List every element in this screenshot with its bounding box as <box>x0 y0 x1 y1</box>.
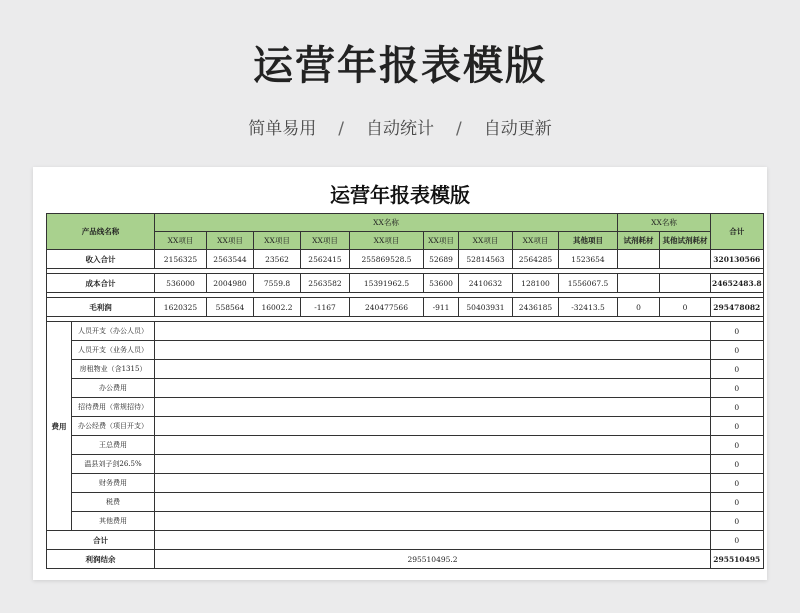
expense-values <box>155 398 711 417</box>
column-header: XX项目 <box>513 232 559 250</box>
profit-total: 295510495 <box>711 550 764 569</box>
cell: 2563544 <box>207 250 254 269</box>
expense-row <box>47 341 764 360</box>
expense-name: 财务费用 <box>72 474 155 493</box>
expense-name: 房租物业（含1315） <box>72 360 155 379</box>
cell: 536000 <box>155 274 207 293</box>
row-label: 成本合计 <box>47 274 155 293</box>
expense-values <box>155 322 711 341</box>
expense-name: 税费 <box>72 493 155 512</box>
cell <box>660 274 711 293</box>
cell: 255869528.5 <box>350 250 424 269</box>
expense-row <box>47 474 764 493</box>
expense-total: 0 <box>711 417 764 436</box>
profit-value: 295510495.2 <box>155 550 711 569</box>
column-header: XX项目 <box>301 232 350 250</box>
cell: 128100 <box>513 274 559 293</box>
cell: 1556067.5 <box>559 274 618 293</box>
banner-title: 运营年报表模版 <box>253 43 547 89</box>
column-header: XX项目 <box>459 232 513 250</box>
cell: 240477566 <box>350 298 424 317</box>
cost-row <box>47 274 764 293</box>
profit-balance-row <box>47 550 764 569</box>
cell: 52814563 <box>459 250 513 269</box>
cell: 2563582 <box>301 274 350 293</box>
tag-easy: 简单易用 <box>248 119 317 139</box>
cell: 16002.2 <box>254 298 301 317</box>
report-table <box>46 213 764 569</box>
expense-row <box>47 398 764 417</box>
expense-values <box>155 512 711 531</box>
sum-row <box>47 531 764 550</box>
column-header: XX项目 <box>155 232 207 250</box>
expense-row <box>47 417 764 436</box>
header-product-line: 产品线名称 <box>47 214 155 250</box>
cell: 0 <box>618 298 660 317</box>
cell: 1523654 <box>559 250 618 269</box>
expense-total: 0 <box>711 512 764 531</box>
expense-name: 人员开支（办公人员） <box>72 322 155 341</box>
expense-row <box>47 493 764 512</box>
cell: 53600 <box>424 274 459 293</box>
row-total: 24652483.8 <box>711 274 764 293</box>
expense-values <box>155 341 711 360</box>
expense-name: 办公经费（项目开支） <box>72 417 155 436</box>
column-header: XX项目 <box>350 232 424 250</box>
expense-total: 0 <box>711 360 764 379</box>
header-total: 合计 <box>711 214 764 250</box>
cell: 1620325 <box>155 298 207 317</box>
cell: 7559.8 <box>254 274 301 293</box>
cell: 23562 <box>254 250 301 269</box>
cell: 50403931 <box>459 298 513 317</box>
cell: 52689 <box>424 250 459 269</box>
cell: 2564285 <box>513 250 559 269</box>
expense-total: 0 <box>711 455 764 474</box>
cell: 2436185 <box>513 298 559 317</box>
cell: -1167 <box>301 298 350 317</box>
banner-tagline <box>0 114 800 139</box>
cell: 2004980 <box>207 274 254 293</box>
header-group-2: XX名称 <box>618 214 711 232</box>
expense-name: 招待费用（常规招待） <box>72 398 155 417</box>
expense-total: 0 <box>711 341 764 360</box>
cell: 2562415 <box>301 250 350 269</box>
expense-name: 人员开支（业务人员） <box>72 341 155 360</box>
cell: -32413.5 <box>559 298 618 317</box>
expense-row <box>47 512 764 531</box>
expense-values <box>155 455 711 474</box>
expense-group-label: 费用 <box>47 322 72 531</box>
sum-values <box>155 531 711 550</box>
income-row <box>47 250 764 269</box>
cell: 15391962.5 <box>350 274 424 293</box>
column-header: 其他试剂耗材 <box>660 232 711 250</box>
row-total: 320130566 <box>711 250 764 269</box>
expense-row <box>47 360 764 379</box>
column-header: XX项目 <box>207 232 254 250</box>
expense-total: 0 <box>711 436 764 455</box>
spreadsheet-preview <box>33 167 767 580</box>
column-header: 其他项目 <box>559 232 618 250</box>
column-header: XX项目 <box>254 232 301 250</box>
sum-label: 合计 <box>47 531 155 550</box>
row-total: 295478082 <box>711 298 764 317</box>
expense-name: 其他费用 <box>72 512 155 531</box>
expense-row <box>47 436 764 455</box>
expense-values <box>155 360 711 379</box>
expense-name: 办公费用 <box>72 379 155 398</box>
expense-values <box>155 417 711 436</box>
expense-values <box>155 474 711 493</box>
column-header: XX项目 <box>424 232 459 250</box>
profit-label: 利润结余 <box>47 550 155 569</box>
cell <box>660 250 711 269</box>
cell <box>618 250 660 269</box>
column-header: 试剂耗材 <box>618 232 660 250</box>
cell: 2156325 <box>155 250 207 269</box>
cell <box>618 274 660 293</box>
expense-name: 王总费用 <box>72 436 155 455</box>
gross-profit-row <box>47 298 764 317</box>
expense-total: 0 <box>711 493 764 512</box>
sheet-title: 运营年报表模版 <box>330 183 470 207</box>
expense-name: 温县刘子剑26.5% <box>72 455 155 474</box>
sum-total: 0 <box>711 531 764 550</box>
row-label: 收入合计 <box>47 250 155 269</box>
cell: 0 <box>660 298 711 317</box>
expense-row <box>47 322 764 341</box>
expense-row <box>47 379 764 398</box>
expense-values <box>155 379 711 398</box>
expense-row <box>47 455 764 474</box>
expense-values <box>155 436 711 455</box>
tag-auto-stat: 自动统计 <box>366 119 434 139</box>
cell: 2410632 <box>459 274 513 293</box>
row-label: 毛利润 <box>47 298 155 317</box>
expense-total: 0 <box>711 322 764 341</box>
header-group-1: XX名称 <box>155 214 618 232</box>
expense-total: 0 <box>711 379 764 398</box>
cell: -911 <box>424 298 459 317</box>
tag-separator: / <box>456 119 462 139</box>
expense-total: 0 <box>711 398 764 417</box>
tag-auto-update: 自动更新 <box>483 119 552 139</box>
expense-values <box>155 493 711 512</box>
cell: 558564 <box>207 298 254 317</box>
tag-separator: / <box>338 119 344 139</box>
expense-total: 0 <box>711 474 764 493</box>
